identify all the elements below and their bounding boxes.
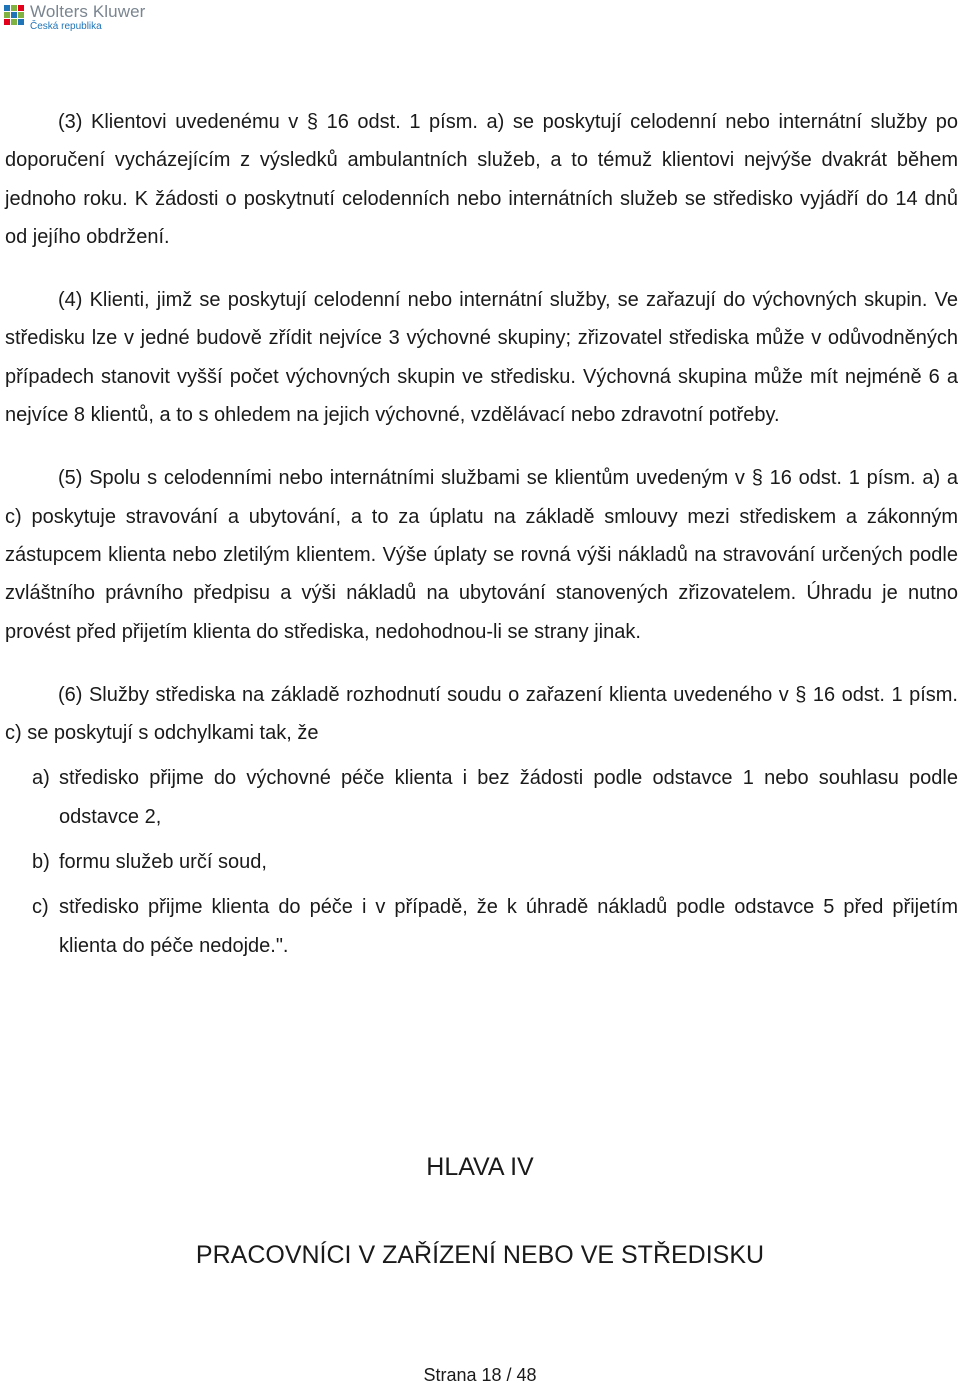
- paragraph-3: (3) Klientovi uvedenému v § 16 odst. 1 písm. a) se poskytují celodenní nebo internátní služby po doporučení vycházejícím z výsledků ambulantních služeb, a to témuž klientovi nejvýše dvakrát během jednoho roku. K žádosti o poskytnutí celodenních nebo internátních služeb se středisko vyjádří do 14 dnů od jejího obdržení.: [5, 111, 958, 248]
- chapter-title: PRACOVNÍCI V ZAŘÍZENÍ NEBO VE STŘEDISKU: [195, 1241, 765, 1269]
- list-label: a): [32, 767, 50, 790]
- logo-name: Wolters Kluwer: [30, 2, 146, 21]
- chapter-heading: HLAVA IV: [426, 1153, 534, 1181]
- list-label: b): [32, 851, 50, 874]
- wolters-kluwer-logo-icon: [3, 4, 25, 26]
- publisher-logo: [3, 3, 145, 32]
- list-item-c: [5, 888, 958, 965]
- list-label: c): [32, 896, 49, 919]
- list-text: středisko přijme klienta do péče i v případě, že k úhradě nákladů podle odstavce 5 před přijetím klienta do péče nedojde.".: [59, 896, 958, 957]
- list-item-a: [5, 759, 958, 836]
- paragraph-6: (6) Služby střediska na základě rozhodnutí soudu o zařazení klienta uvedeného v § 16 odst. 1 písm. c) se poskytují s odchylkami tak, že: [5, 683, 958, 745]
- list-item-b: [5, 843, 958, 881]
- list-text: formu služeb určí soud,: [59, 851, 267, 874]
- paragraph-4: (4) Klienti, jimž se poskytují celodenní nebo internátní služby, se zařazují do výchovných skupin. Ve středisku lze v jedné budově zřídit nejvíce 3 výchovné skupiny; zřizovatel střediska může v odůvodněných případech stanovit vyšší počet výchovných skupin ve středisku. Výchovná skupina může mít nejméně 6 a nejvíce 8 klientů, a to s ohledem na jejich výchovné, vzdělávací nebo zdravotní potřeby.: [5, 289, 958, 427]
- list-text: středisko přijme do výchovné péče klienta i bez žádosti podle odstavce 1 nebo souhlasu podle odstavce 2,: [59, 767, 958, 828]
- logo-subtitle: Česká republika: [30, 21, 102, 32]
- document-body: [5, 103, 958, 972]
- page-number: Strana 18 / 48: [423, 1365, 537, 1385]
- paragraph-5: (5) Spolu s celodenními nebo internátními službami se klientům uvedeným v § 16 odst. 1 písm. a) a c) poskytuje stravování a ubytování, a to za úplatu na základě smlouvy mezi střediskem a zákonným zástupcem klienta nebo zletilým klientem. Výše úplaty se rovná výši nákladů na stravování určených podle zvláštního právního předpisu a výši nákladů na ubytování stanovených zřizovatelem. Úhradu je nutno provést před přijetím klienta do střediska, nedohodnou-li se strany jinak.: [5, 467, 958, 643]
